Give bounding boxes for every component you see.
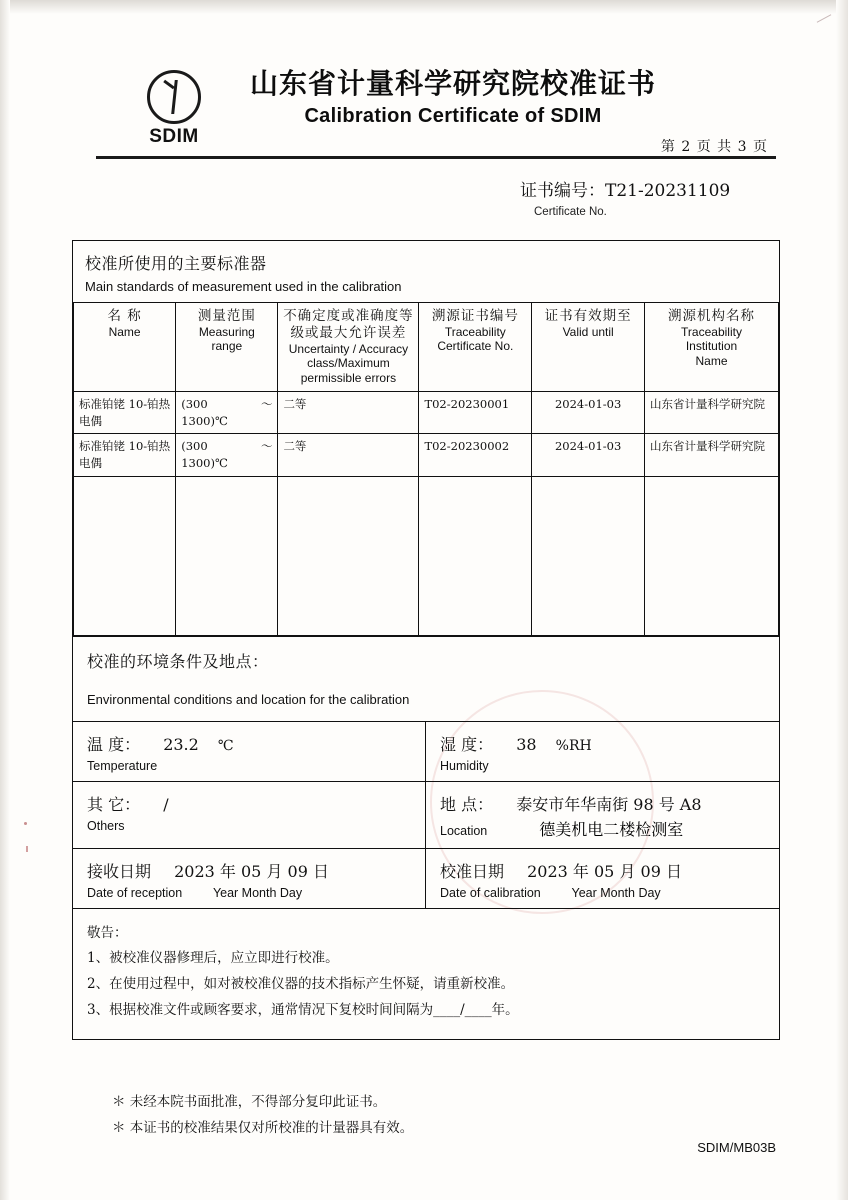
cell-valid-until: 2024-01-03	[532, 391, 645, 433]
others-value: /	[163, 794, 169, 814]
footnote-item: ＊ 本证书的校准结果仅对所校准的计量器具有效。	[112, 1119, 414, 1136]
humidity-label-cn: 湿 度：	[440, 734, 494, 754]
sdim-logo-text: SDIM	[149, 126, 199, 147]
header-divider	[96, 156, 776, 159]
cell-accuracy: 二等	[278, 391, 419, 433]
certificate-number: 证书编号：T21-20231109	[520, 181, 731, 201]
sdim-logo-icon	[147, 70, 201, 124]
col-accuracy-cn: 不确定度或准确度等 级或最大允许误差	[283, 308, 414, 341]
col-institution	[645, 303, 779, 392]
temperature-label-en: Temperature	[87, 758, 158, 773]
location-label-en: Location	[440, 823, 488, 838]
scan-edge	[0, 0, 848, 14]
col-valid-until-en: Valid until	[562, 324, 614, 339]
cell-range	[176, 391, 278, 433]
footnote-item: ＊ 未经本院书面批准，不得部分复印此证书。	[112, 1094, 387, 1110]
standards-table	[73, 302, 779, 636]
range-prefix: (300	[181, 439, 208, 454]
cell-empty	[176, 476, 278, 635]
certificate-body	[72, 240, 780, 1040]
reception-date-line	[87, 859, 411, 882]
location-value-line1: 泰安市年华南街 98 号 A8	[516, 794, 702, 814]
humidity-value: 38	[516, 734, 537, 754]
page-indicator: 第 2 页 共 3 页	[660, 139, 768, 155]
others-field	[73, 782, 426, 848]
scan-edge	[0, 0, 10, 1200]
table-empty-row	[74, 476, 779, 635]
others-label-cn: 其 它：	[87, 794, 141, 814]
cell-accuracy: 二等	[278, 434, 419, 476]
scan-artifact	[24, 822, 27, 825]
certificate-number-label: Certificate No.	[534, 206, 607, 218]
scan-edge	[836, 0, 848, 1200]
calibration-label-en-line	[440, 886, 765, 900]
cell-valid-until: 2024-01-03	[532, 434, 645, 476]
calibration-value: 2023 年 05 月 09 日	[527, 861, 682, 881]
calibration-date-line	[440, 859, 765, 882]
location-second-line	[440, 815, 765, 840]
notice-item: 2、在使用过程中，如对被校准仪器的技术指标产生怀疑，请重新校准。	[87, 975, 515, 992]
col-range	[176, 303, 278, 392]
range-separator: ～	[260, 439, 273, 454]
dates-row	[73, 849, 779, 909]
col-valid-until-cn: 证书有效期至	[544, 308, 632, 324]
humidity-field	[426, 722, 779, 781]
sdim-logo	[130, 70, 218, 148]
certificate-number-block	[520, 176, 820, 218]
temperature-unit: ℃	[217, 737, 234, 754]
location-value-line2: 德美机电二楼检测室	[539, 819, 684, 839]
others-line	[87, 792, 411, 815]
range-suffix: 1300)℃	[181, 455, 228, 470]
notice-item: 3、根据校准文件或顾客要求，通常情况下复校时间间隔为____/____年。	[87, 1001, 519, 1018]
location-label-cn: 地 点：	[440, 794, 494, 814]
cell-institution: 山东省计量科学研究院	[645, 434, 779, 476]
humidity-label-en: Humidity	[440, 758, 489, 773]
reception-label-en-line	[87, 886, 411, 900]
temperature-value: 23.2	[163, 734, 199, 754]
col-institution-en: Traceability Institution Name	[681, 324, 742, 368]
cell-institution: 山东省计量科学研究院	[645, 391, 779, 433]
col-trace-no	[419, 303, 532, 392]
notice-title: 敬告：	[87, 924, 128, 941]
temperature-field	[73, 722, 426, 781]
footnotes	[112, 1090, 772, 1141]
temperature-label-cn: 温 度：	[87, 734, 141, 754]
range-separator: ～	[260, 396, 273, 411]
cell-name: 标准铂铑 10-铂热电偶	[74, 434, 176, 476]
environment-heading-en: Environmental conditions and location for the calibration	[87, 691, 410, 707]
cell-empty	[645, 476, 779, 635]
standards-heading-en: Main standards of measurement used in the calibration	[85, 279, 402, 294]
cell-empty	[532, 476, 645, 635]
reception-label-cn: 接收日期	[87, 861, 152, 881]
reception-units-en: Year Month Day	[212, 885, 303, 900]
range-suffix: 1300)℃	[181, 413, 228, 428]
humidity-unit: %RH	[555, 737, 592, 754]
location-field	[426, 782, 779, 848]
cell-empty	[74, 476, 176, 635]
cell-empty	[278, 476, 419, 635]
col-valid-until	[532, 303, 645, 392]
cell-range	[176, 434, 278, 476]
humidity-line	[440, 732, 765, 755]
standards-heading-cn: 校准所使用的主要标准器	[85, 254, 267, 273]
calibration-date-field	[426, 849, 779, 908]
others-label-en: Others	[87, 818, 125, 833]
calibration-label-cn: 校准日期	[440, 861, 505, 881]
document-code: SDIM/MB03B	[697, 1140, 776, 1155]
cell-trace-no: T02-20230001	[419, 391, 532, 433]
temperature-line	[87, 732, 411, 755]
document-header	[96, 66, 776, 155]
temp-humidity-row	[73, 722, 779, 782]
standards-heading	[73, 241, 779, 302]
location-line	[440, 792, 765, 815]
table-header-row	[74, 303, 779, 392]
col-range-cn: 测量范围	[197, 308, 256, 324]
reception-date-field	[73, 849, 426, 908]
reception-label-en: Date of reception	[87, 885, 183, 900]
col-range-en: Measuring range	[198, 324, 255, 354]
col-name-en: Name	[108, 324, 141, 339]
col-name-cn: 名 称	[107, 308, 142, 324]
scan-artifact	[26, 846, 28, 852]
col-accuracy-en: Uncertainty / Accuracy class/Maximum permissible errors	[288, 341, 409, 385]
calibration-units-en: Year Month Day	[571, 885, 661, 900]
environment-heading-cn: 校准的环境条件及地点：	[87, 651, 269, 671]
reception-value: 2023 年 05 月 09 日	[174, 861, 329, 881]
col-name	[74, 303, 176, 392]
table-row	[74, 391, 779, 433]
notice-section	[73, 909, 779, 1040]
cell-name: 标准铂铑 10-铂热电偶	[74, 391, 176, 433]
calibration-label-en: Date of calibration	[440, 885, 541, 900]
col-accuracy	[278, 303, 419, 392]
col-trace-no-cn: 溯源证书编号	[431, 308, 519, 324]
title-chinese: 山东省计量科学研究院校准证书	[249, 67, 656, 100]
cell-trace-no: T02-20230002	[419, 434, 532, 476]
col-institution-cn: 溯源机构名称	[668, 308, 756, 324]
notice-item: 1、被校准仪器修理后，应立即进行校准。	[87, 950, 339, 967]
standards-section	[73, 241, 779, 637]
col-trace-no-en: Traceability Certificate No.	[437, 324, 514, 354]
environment-heading	[73, 637, 779, 722]
scan-artifact	[817, 14, 832, 22]
table-row	[74, 434, 779, 476]
others-location-row	[73, 782, 779, 849]
cell-empty	[419, 476, 532, 635]
page-title	[218, 66, 688, 128]
title-english: Calibration Certificate of SDIM	[304, 105, 602, 127]
range-prefix: (300	[181, 396, 208, 411]
